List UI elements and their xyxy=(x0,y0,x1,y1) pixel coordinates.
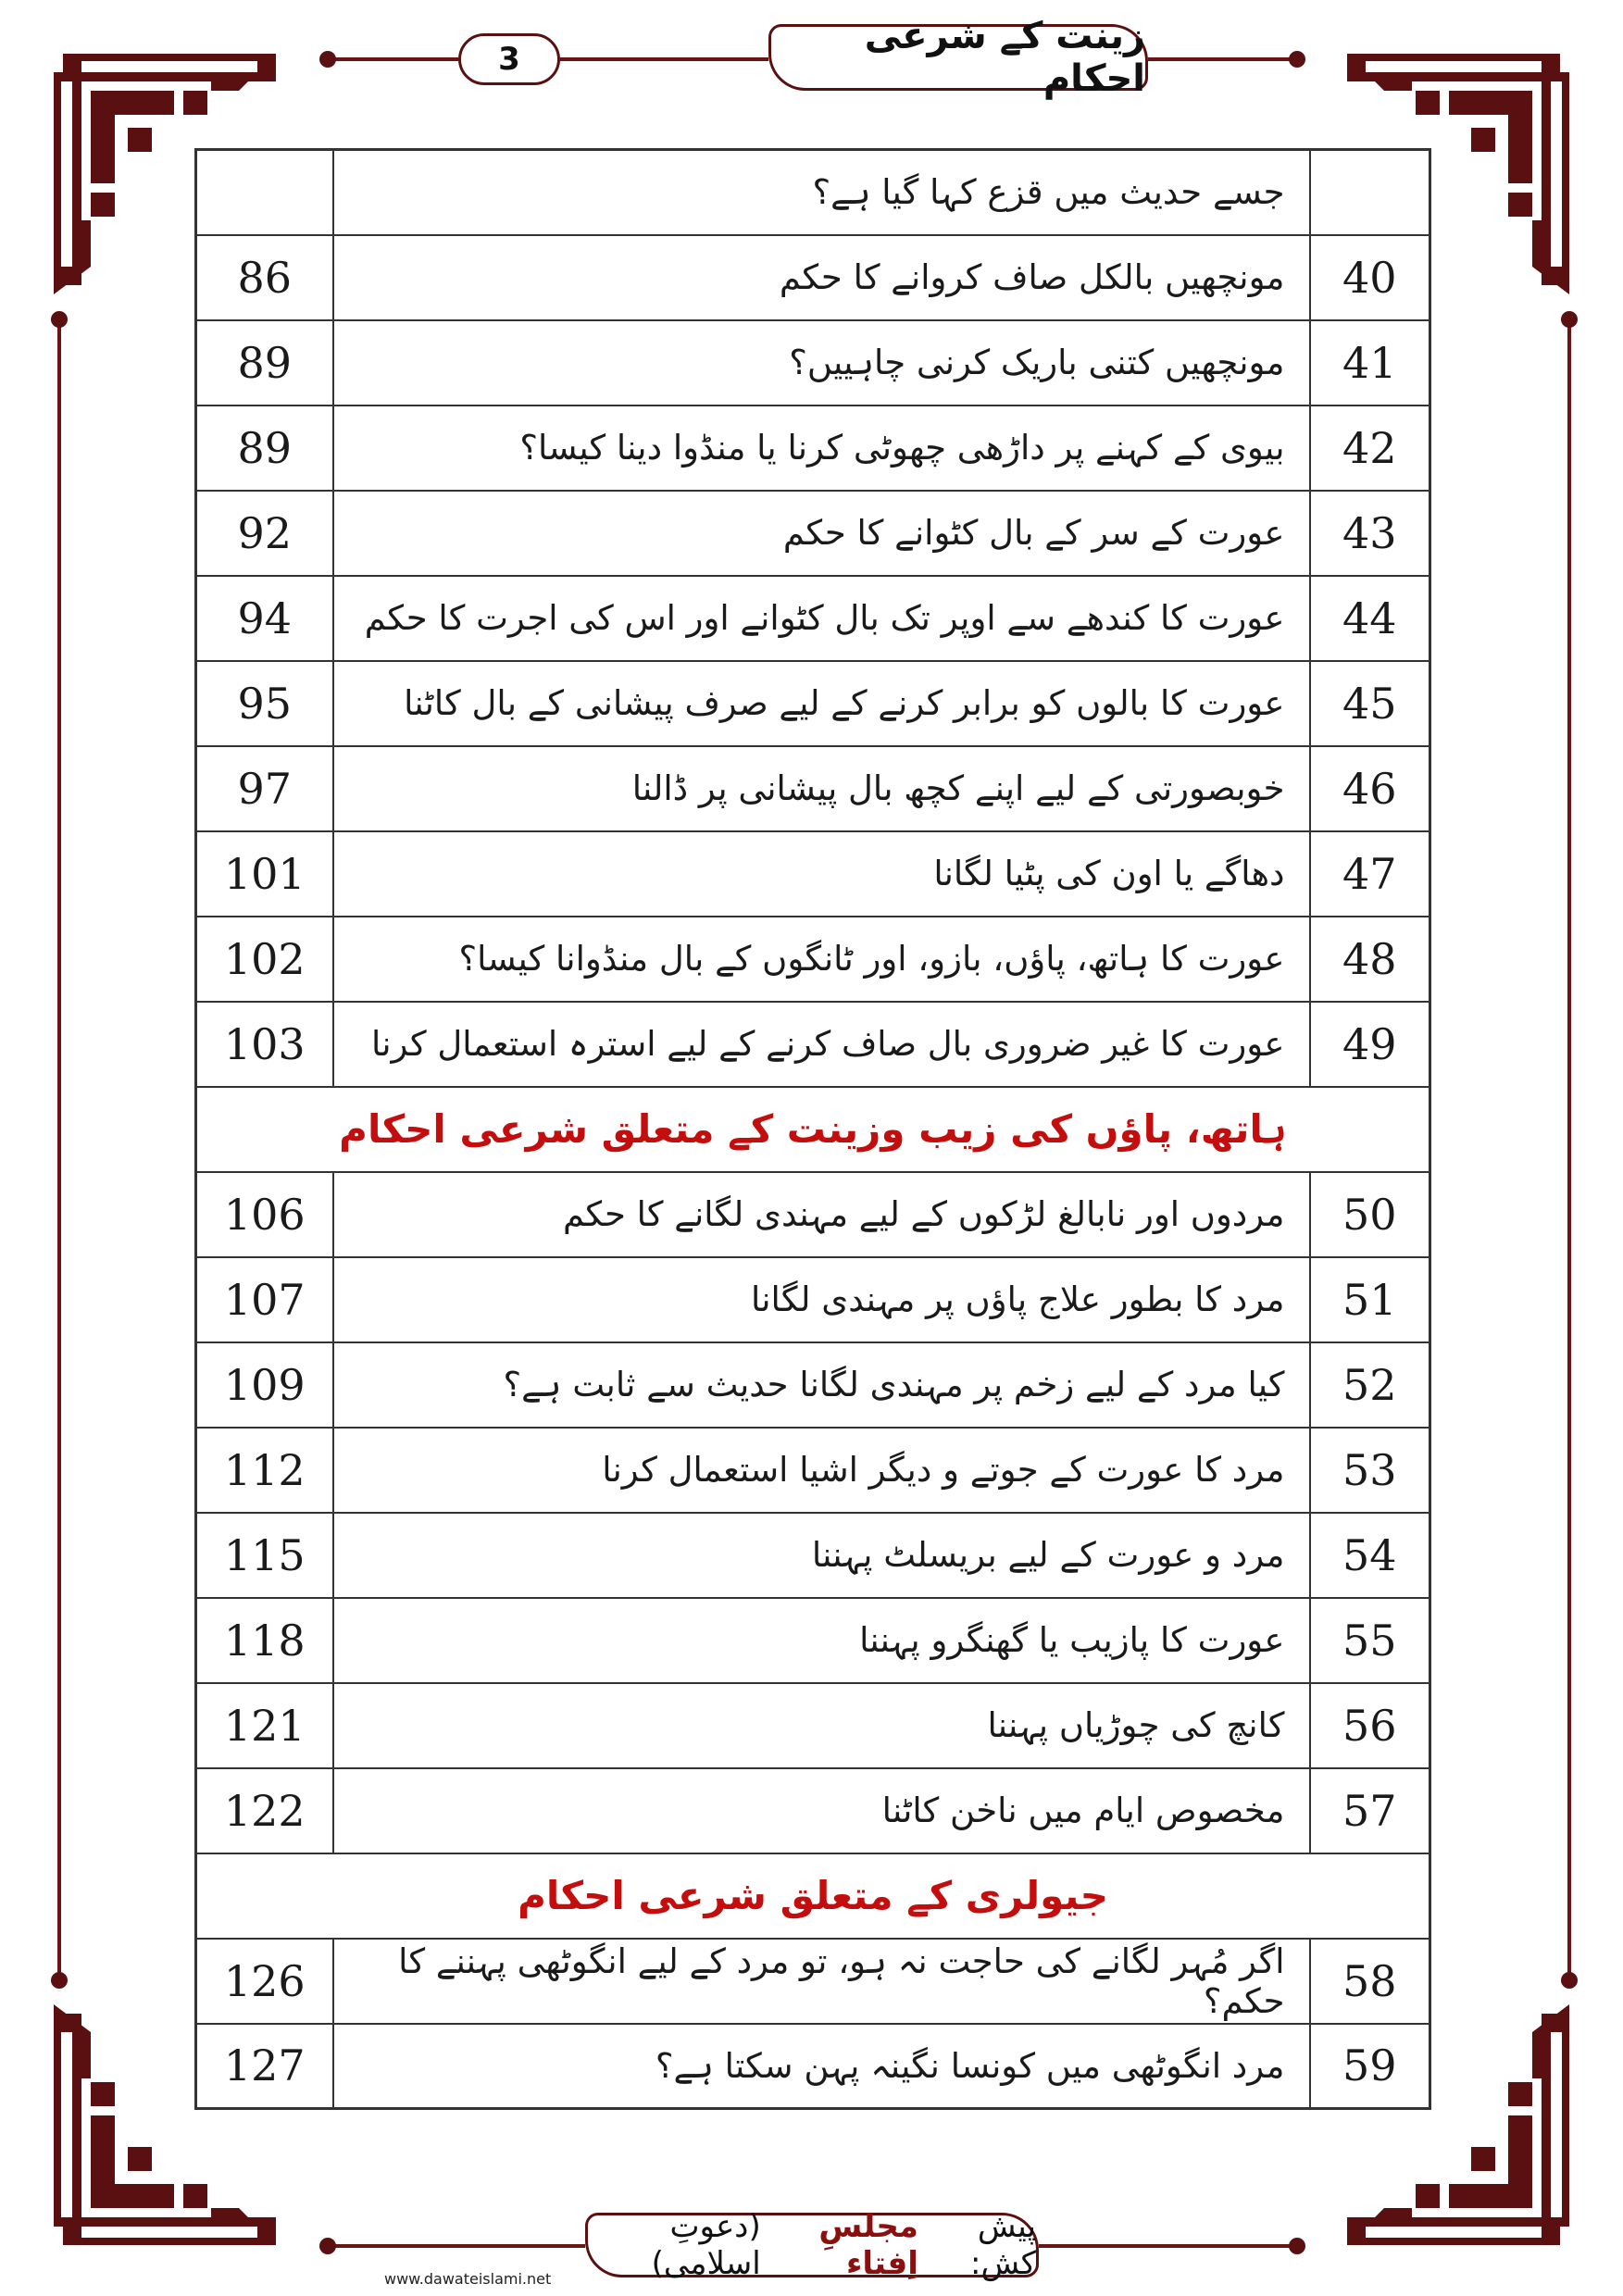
table-row[interactable] xyxy=(196,1598,1430,1683)
toc-topic: مونچھیں بالکل صاف کروانے کا حکم xyxy=(333,235,1310,320)
toc-topic: اگر مُہر لگانے کی حاجت نہ ہو، تو مرد کے لیے انگوٹھی پہننے کا حکم؟ xyxy=(333,1939,1310,2024)
frame-bottom-line-left xyxy=(324,2244,585,2248)
toc-item-number: 41 xyxy=(1310,320,1430,406)
publisher-name: مجلسِ اِفتاء xyxy=(818,2208,918,2282)
toc-item-number: 58 xyxy=(1310,1939,1430,2024)
table-row[interactable] xyxy=(196,661,1430,746)
frame-dot-icon xyxy=(51,311,68,328)
toc-page-number: 89 xyxy=(196,320,333,406)
toc-topic: مرد کا عورت کے جوتے و دیگر اشیا استعمال کرنا xyxy=(333,1428,1310,1513)
toc-page-number: 92 xyxy=(196,491,333,576)
table-row[interactable] xyxy=(196,831,1430,917)
toc-page-number: 86 xyxy=(196,235,333,320)
toc-topic: خوبصورتی کے لیے اپنے کچھ بال پیشانی پر ڈالنا xyxy=(333,746,1310,831)
toc-topic: مرد کا بطور علاج پاؤں پر مہندی لگانا xyxy=(333,1257,1310,1342)
toc-page-number: 126 xyxy=(196,1939,333,2024)
section-heading: جیولری کے متعلق شرعی احکام xyxy=(196,1853,1430,1939)
toc-item-number: 40 xyxy=(1310,235,1430,320)
table-row[interactable] xyxy=(196,2024,1430,2109)
table-of-contents xyxy=(194,148,1431,2110)
toc-item-number: 45 xyxy=(1310,661,1430,746)
toc-page-number: 95 xyxy=(196,661,333,746)
toc-topic: مرد انگوٹھی میں کونسا نگینہ پہن سکتا ہے؟ xyxy=(333,2024,1310,2109)
frame-dot-icon xyxy=(1289,51,1305,68)
table-row[interactable] xyxy=(196,1172,1430,1257)
toc-page-number: 112 xyxy=(196,1428,333,1513)
toc-topic: جسے حدیث میں قزع کہا گیا ہے؟ xyxy=(333,150,1310,235)
toc-item-number: 55 xyxy=(1310,1598,1430,1683)
toc-topic: مرد و عورت کے لیے بریسلٹ پہننا xyxy=(333,1513,1310,1598)
table-row[interactable] xyxy=(196,1513,1430,1598)
toc-topic: عورت کا کندھے سے اوپر تک بال کٹوانے اور اس کی اجرت کا حکم xyxy=(333,576,1310,661)
footer-publisher xyxy=(585,2208,1039,2282)
toc-page-number: 106 xyxy=(196,1172,333,1257)
toc-topic: بیوی کے کہنے پر داڑھی چھوٹی کرنا یا منڈوا دینا کیسا؟ xyxy=(333,406,1310,491)
toc-item-number: 53 xyxy=(1310,1428,1430,1513)
toc-item-number: 43 xyxy=(1310,491,1430,576)
toc-page-number: 97 xyxy=(196,746,333,831)
presenter-label: پیش کش: xyxy=(970,2208,1036,2282)
toc-item-number: 59 xyxy=(1310,2024,1430,2109)
toc-topic: عورت کا ہاتھ، پاؤں، بازو، اور ٹانگوں کے بال منڈوانا کیسا؟ xyxy=(333,917,1310,1002)
website-link[interactable]: www.dawateislami.net xyxy=(384,2270,552,2288)
toc-topic: کانچ کی چوڑیاں پہننا xyxy=(333,1683,1310,1768)
table-row[interactable] xyxy=(196,1257,1430,1342)
frame-right-line xyxy=(1567,315,1571,1981)
frame-dot-icon xyxy=(1561,311,1578,328)
toc-page-number: 107 xyxy=(196,1257,333,1342)
toc-item-number: 54 xyxy=(1310,1513,1430,1598)
toc-page-number: 121 xyxy=(196,1683,333,1768)
toc-topic: دھاگے یا اون کی پٹیا لگانا xyxy=(333,831,1310,917)
publisher-sub: (دعوتِ اسلامی) xyxy=(651,2208,761,2282)
toc-item-number xyxy=(1310,150,1430,235)
frame-top-line-mid xyxy=(560,57,768,61)
page-number: 3 xyxy=(458,33,560,85)
toc-item-number: 51 xyxy=(1310,1257,1430,1342)
toc-topic: عورت کا بالوں کو برابر کرنے کے لیے صرف پیشانی کے بال کاٹنا xyxy=(333,661,1310,746)
toc-page-number: 118 xyxy=(196,1598,333,1683)
table-row[interactable] xyxy=(196,491,1430,576)
toc-page-number: 89 xyxy=(196,406,333,491)
section-heading-row xyxy=(196,1087,1430,1172)
table-row[interactable] xyxy=(196,1939,1430,2024)
toc-item-number: 49 xyxy=(1310,1002,1430,1087)
toc-item-number: 46 xyxy=(1310,746,1430,831)
table-row[interactable] xyxy=(196,150,1430,235)
frame-bottom-line-right xyxy=(1039,2244,1298,2248)
toc-page-number: 102 xyxy=(196,917,333,1002)
frame-top-line-left xyxy=(324,57,458,61)
table-row[interactable] xyxy=(196,576,1430,661)
toc-item-number: 52 xyxy=(1310,1342,1430,1428)
book-title: زینت کے شرعی احکام xyxy=(768,24,1148,91)
frame-dot-icon xyxy=(1289,2238,1305,2254)
frame-top-line-right xyxy=(1148,57,1296,61)
toc-topic: عورت کا پازیب یا گھنگرو پہننا xyxy=(333,1598,1310,1683)
table-row[interactable] xyxy=(196,1428,1430,1513)
frame-dot-icon xyxy=(1561,1972,1578,1989)
toc-page-number: 127 xyxy=(196,2024,333,2109)
table-row[interactable] xyxy=(196,746,1430,831)
section-heading: ہاتھ، پاؤں کی زیب وزینت کے متعلق شرعی احکام xyxy=(196,1087,1430,1172)
toc-topic: کیا مرد کے لیے زخم پر مہندی لگانا حدیث سے ثابت ہے؟ xyxy=(333,1342,1310,1428)
toc-item-number: 57 xyxy=(1310,1768,1430,1853)
table-row[interactable] xyxy=(196,1342,1430,1428)
toc-page-number: 101 xyxy=(196,831,333,917)
table-row[interactable] xyxy=(196,1768,1430,1853)
table-row[interactable] xyxy=(196,320,1430,406)
toc-item-number: 42 xyxy=(1310,406,1430,491)
toc-page-number: 103 xyxy=(196,1002,333,1087)
table-row[interactable] xyxy=(196,1002,1430,1087)
toc-item-number: 47 xyxy=(1310,831,1430,917)
toc-page-number: 122 xyxy=(196,1768,333,1853)
toc-item-number: 50 xyxy=(1310,1172,1430,1257)
toc-topic: عورت کے سر کے بال کٹوانے کا حکم xyxy=(333,491,1310,576)
toc-item-number: 48 xyxy=(1310,917,1430,1002)
toc-item-number: 56 xyxy=(1310,1683,1430,1768)
toc-topic: مخصوص ایام میں ناخن کاٹنا xyxy=(333,1768,1310,1853)
table-row[interactable] xyxy=(196,406,1430,491)
toc-page-number: 109 xyxy=(196,1342,333,1428)
table-row[interactable] xyxy=(196,1683,1430,1768)
toc-page-number: 115 xyxy=(196,1513,333,1598)
toc-topic: عورت کا غیر ضروری بال صاف کرنے کے لیے استرہ استعمال کرنا xyxy=(333,1002,1310,1087)
section-heading-row xyxy=(196,1853,1430,1939)
table-row[interactable] xyxy=(196,917,1430,1002)
toc-page-number: 94 xyxy=(196,576,333,661)
frame-left-line xyxy=(57,315,61,1981)
frame-dot-icon xyxy=(51,1972,68,1989)
frame-dot-icon xyxy=(319,51,336,68)
toc-topic: مونچھیں کتنی باریک کرنی چاہییں؟ xyxy=(333,320,1310,406)
frame-dot-icon xyxy=(319,2238,336,2254)
toc-topic: مردوں اور نابالغ لڑکوں کے لیے مہندی لگانے کا حکم xyxy=(333,1172,1310,1257)
table-row[interactable] xyxy=(196,235,1430,320)
toc-page-number xyxy=(196,150,333,235)
toc-item-number: 44 xyxy=(1310,576,1430,661)
